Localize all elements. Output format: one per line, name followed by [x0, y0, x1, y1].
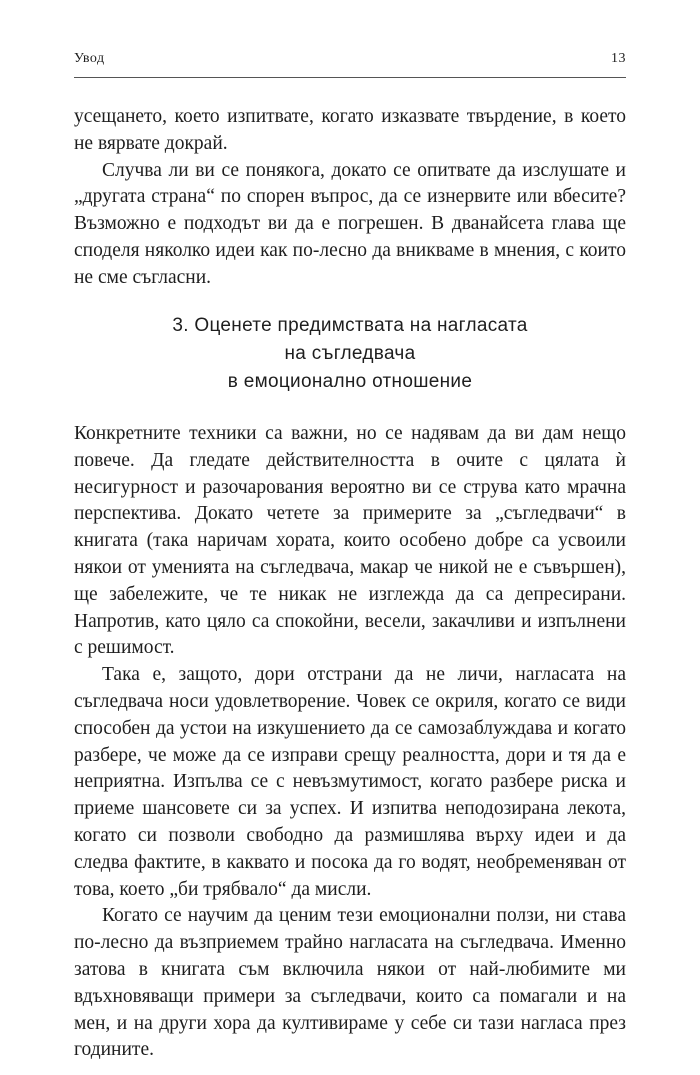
heading-line: на съгледвача [284, 343, 416, 364]
heading-line: в емоционално отношение [227, 371, 473, 392]
header-rule [74, 77, 626, 78]
paragraph: Случва ли ви се понякога, докато се опитвате да изслушате и „другата страна“ по спорен въпрос, да се изнервите или вбесите? Възможно е подходът ви да е погрешен. В дванайсета глава ще споделя няколко идеи как по-лесно да вникваме в мнения, с които не сме съгласни. [74, 159, 626, 288]
heading-line: 3. Оценете предимствата на нагласата [172, 315, 528, 336]
body-text-before-heading [74, 104, 626, 292]
body-text-after-heading [74, 421, 626, 1064]
paragraph: Конкретните техники са важни, но се надявам да ви дам нещо повече. Да гледате действителността в очите с цялата ѝ несигурност и разочарования вероятно ви се струва като мрачна перспектива. Докато четете за примерите за „съгледвачи“ в книгата (така наричам хората, които особено добре са усвоили някои от уменията на съгледвача, макар че никой не е съвършен), ще забележите, че те никак не изглежда да са депресирани. Напротив, като цяло са спокойни, весели, закачливи и изпълнени с решимост. [74, 423, 626, 659]
paragraph: Така е, защото, дори отстрани да не личи, нагласата на съгледвача носи удовлетворение. Човек се окриля, когато се види способен да устои на изкушението да се самозаблуждава и когато разбере, че може да се изправи срещу реалността, дори и тя да е неприятна. Изпълва се с невъзмутимост, когато разбере риска и приеме шансовете си за успех. И изпитва неподозирана лекота, когато си позволи свободно да размишлява върху идеи и да следва фактите, в каквато и посока да го водят, необременяван от това, което „би трябвало“ да мисли. [74, 664, 626, 900]
page-number: 13 [611, 51, 626, 66]
paragraph: усещането, което изпитвате, когато изказвате твърдение, в което не вярвате докрай. [74, 106, 626, 154]
section-title: Увод [74, 51, 105, 66]
section-heading [74, 312, 626, 396]
running-header [74, 51, 626, 71]
paragraph: Когато се научим да ценим тези емоционални ползи, ни става по-лесно да възприемем трайно нагласата на съгледвача. Именно затова в книгата съм включила някои от най-любимите ми вдъхновяващи примери за съгледвачи, които са помагали и на мен, и на други хора да култивираме у себе си тази нагласа през годините. [74, 905, 626, 1061]
